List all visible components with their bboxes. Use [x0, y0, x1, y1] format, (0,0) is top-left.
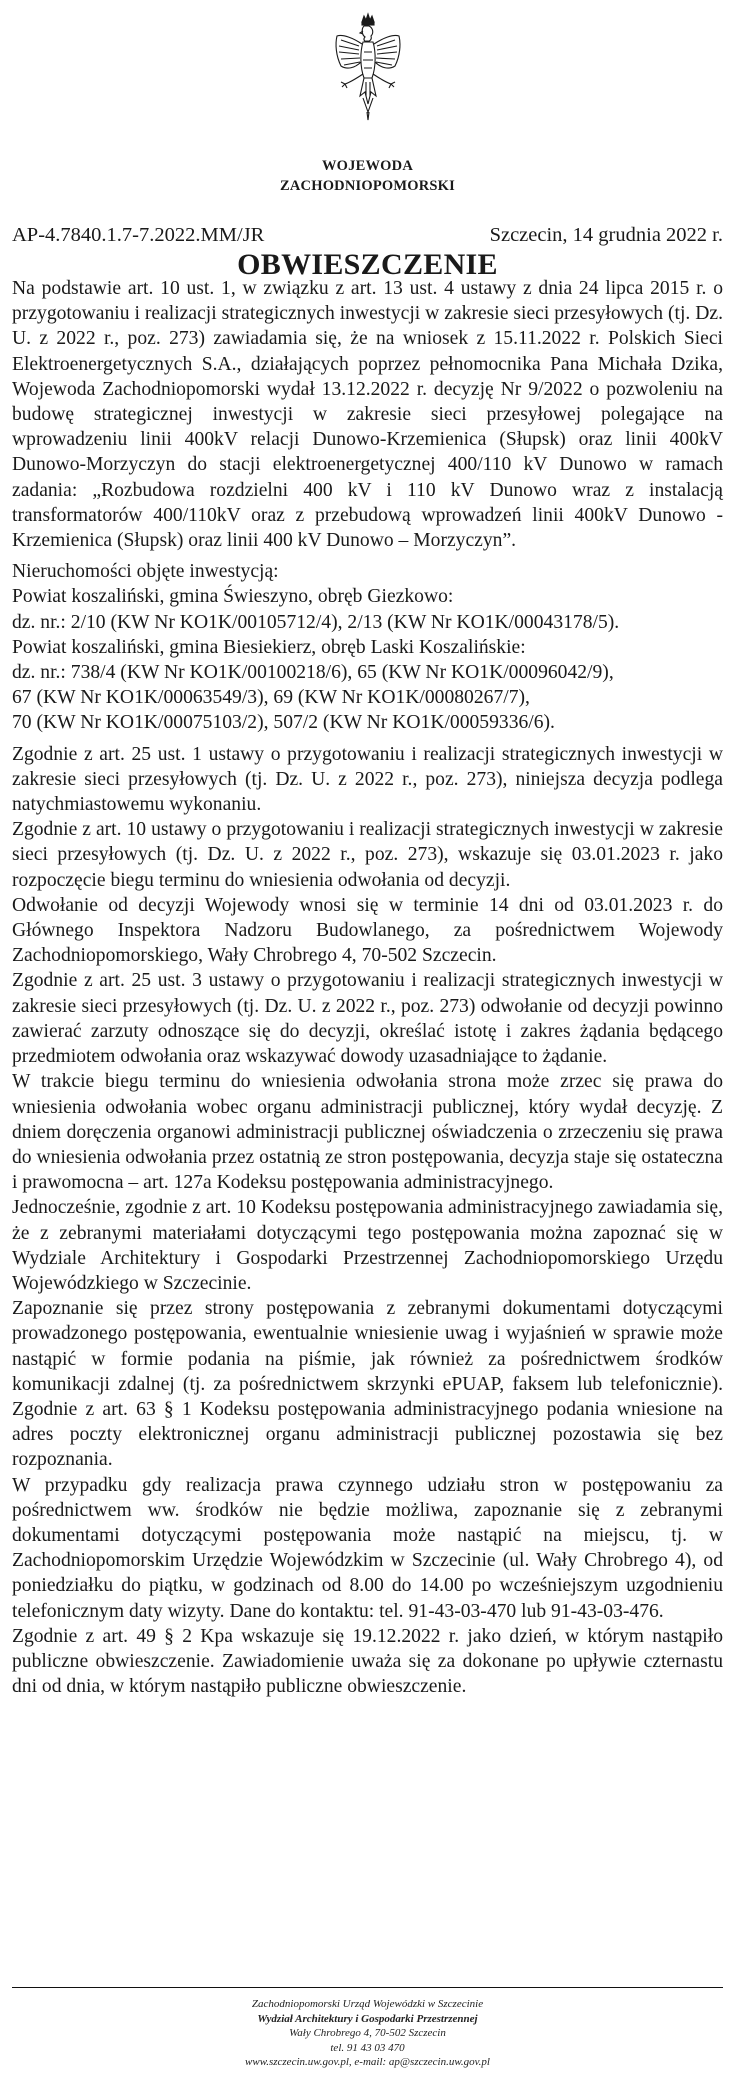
footer-contact: www.szczecin.uw.gov.pl, e-mail: ap@szczecin.uw.gov.pl	[245, 2056, 490, 2068]
property-location: Powiat koszaliński, gmina Biesiekierz, obręb Laski Koszalińskie:	[12, 636, 526, 658]
paragraph-appeal-content: Zgodnie z art. 25 ust. 3 ustawy o przygotowaniu i realizacji strategicznych inwestycji w zakresie sieci przesyłowych (tj. Dz. U. z 2022 r., poz. 273) odwołanie od decyzji powinno zawierać zarzuty odnoszące się do decyzji, określać istotę i zakres żądania będącego przedmiotem odwołania oraz wskazywać dowody uzasadniające to żądanie.	[12, 970, 723, 1068]
place-and-date: Szczecin, 14 grudnia 2022 r.	[489, 224, 723, 246]
footer-office: Zachodniopomorski Urząd Wojewódzki w Szczecinie	[251, 1998, 484, 2010]
footer-department: Wydział Architektury i Gospodarki Przestrzennej	[257, 2012, 478, 2025]
document-title: OBWIESZCZENIE	[237, 248, 498, 281]
office-name-line1: WOJEWODA	[321, 158, 414, 174]
intro-paragraph: Na podstawie art. 10 ust. 1, w związku z art. 13 ust. 4 ustawy z dnia 24 lipca 2015 r. o przygotowaniu i realizacji strategicznych inwestycji w zakresie sieci przesyłowych (tj. Dz. U. z 2022 r., poz. 273) zawiadamia się, że na wniosek z 15.11.2022 r. Polskich Sieci Elektroenergetycznych S.A., działających poprzez pełnomocnika Pana Michała Dzika, Wojewoda Zachodniopomorski wydał 13.12.2022 r. decyzję Nr 9/2022 o pozwoleniu na budowę strategicznej inwestycji w zakresie sieci przesyłowej polegające na wprowadzeniu linii 400kV relacji Dunowo-Krzemienica (Słupsk) oraz linii 400kV Dunowo-Morzyczyn do stacji elektroenergetycznej 400/110 kV Dunowo w ramach zadania: „Rozbudowa rozdzielni 400 kV i 110 kV Dunowo wraz z instalacją transformatorów 400/110kV oraz z przebudową wprowadzeń linii 400kV Dunowo - Krzemienica (Słupsk) oraz linii 400 kV Dunowo – Morzyczyn”.	[12, 278, 723, 552]
paragraph-review-methods: Zapoznanie się przez strony postępowania z zebranymi dokumentami dotyczącymi prowadzonego postępowania, ewentualnie wniesienie uwag i wyjaśnień w sprawie może nastąpić w formie podania na piśmie, jak również za pośrednictwem środków komunikacji zdalnej (tj. za pośrednictwem skrzynki ePUAP, faksem lub telefonicznie). Zgodnie z art. 63 § 1 Kodeksu postępowania administracyjnego podania wniesione na adres poczty elektronicznej organu administracji publicznej pozostawia się bez rozpoznania.	[12, 1298, 723, 1471]
property-parcels: dz. nr.: 738/4 (KW Nr KO1K/00100218/6), 65 (KW Nr KO1K/00096042/9),	[12, 662, 614, 684]
properties-heading: Nieruchomości objęte inwestycją:	[12, 561, 279, 583]
document-body	[12, 270, 723, 1699]
footer-phone: tel. 91 43 03 470	[330, 2041, 405, 2054]
paragraph-on-site-review: W przypadku gdy realizacja prawa czynnego udziału stron w postępowaniu za pośrednictwem ww. środków nie będzie możliwa, zapoznanie się z zebranymi dokumentami dotyczącymi postępowania może nastąpić na miejscu, tj. w Zachodniopomorskim Urzędzie Wojewódzkim w Szczecinie (ul. Wały Chrobrego 4), od poniedziałku do piątku, w godzinach od 8.00 do 14.00 po wcześniejszym uzgodnieniu telefonicznym daty wizyty. Dane do kontaktu: tel. 91-43-03-470 lub 91-43-03-476.	[12, 1474, 723, 1622]
case-reference-number: AP-4.7840.1.7-7.2022.MM/JR	[12, 224, 265, 246]
property-parcels: dz. nr.: 2/10 (KW Nr KO1K/00105712/4), 2/13 (KW Nr KO1K/00043178/5).	[12, 611, 620, 633]
property-parcels: 70 (KW Nr KO1K/00075103/2), 507/2 (KW Nr KO1K/00059336/6).	[12, 712, 555, 734]
reference-row	[12, 224, 723, 250]
paragraph-appeal-deadline: Odwołanie od decyzji Wojewody wnosi się w terminie 14 dni od 03.01.2023 r. do Głównego Inspektora Nadzoru Budowlanego, za pośrednictwem Wojewody Zachodniopomorskiego, Wały Chrobrego 4, 70-502 Szczecin.	[12, 894, 723, 967]
eagle-emblem-icon	[333, 12, 403, 130]
office-name-line2: ZACHODNIOPOMORSKI	[280, 178, 455, 194]
footer	[0, 1997, 735, 2070]
footer-divider	[12, 1987, 723, 1988]
paragraph-publication-date: Zgodnie z art. 49 § 2 Kpa wskazuje się 19.12.2022 r. jako dzień, w którym nastąpiło publiczne obwieszczenie. Zawiadomienie uważa się za dokonane po upływie czternastu dni od dnia, w którym nastąpiło publiczne obwieszczenie.	[12, 1625, 723, 1698]
property-location: Powiat koszaliński, gmina Świeszyno, obręb Giezkowo:	[12, 586, 454, 608]
paragraph-waiver: W trakcie biegu terminu do wniesienia odwołania strona może zrzec się prawa do wniesienia odwołania wobec organu administracji publicznej, który wydał decyzję. Z dniem doręczenia organowi administracji publicznej oświadczenia o zrzeczeniu się prawa do wniesienia odwołania przez ostatnią ze stron postępowania, decyzja staje się ostateczna i prawomocna – art. 127a Kodeksu postępowania administracyjnego.	[12, 1071, 723, 1194]
property-parcels: 67 (KW Nr KO1K/00063549/3), 69 (KW Nr KO1K/00080267/7),	[12, 687, 530, 709]
paragraph-appeal-start: Zgodnie z art. 10 ustawy o przygotowaniu i realizacji strategicznych inwestycji w zakresie sieci przesyłowych (tj. Dz. U. z 2022 r., poz. 273), wskazuje się 03.01.2023 r. jako rozpoczęcie biegu terminu do wniesienia odwołania od decyzji.	[12, 819, 723, 891]
paragraph-immediate-execution: Zgodnie z art. 25 ust. 1 ustawy o przygotowaniu i realizacji strategicznych inwestycji w zakresie sieci przesyłowych (tj. Dz. U. z 2022 r., poz. 273), niniejsza decyzja podlega natychmiastowemu wykonaniu.	[12, 743, 723, 816]
footer-address: Wały Chrobrego 4, 70-502 Szczecin	[289, 2027, 446, 2039]
paragraph-materials: Jednocześnie, zgodnie z art. 10 Kodeksu postępowania administracyjnego zawiadamia się, że z zebranymi materiałami dotyczącymi tego postępowania można zapoznać się w Wydziale Architektury i Gospodarki Przestrzennej Zachodniopomorskiego Urzędu Wojewódzkiego w Szczecinie.	[12, 1197, 723, 1294]
